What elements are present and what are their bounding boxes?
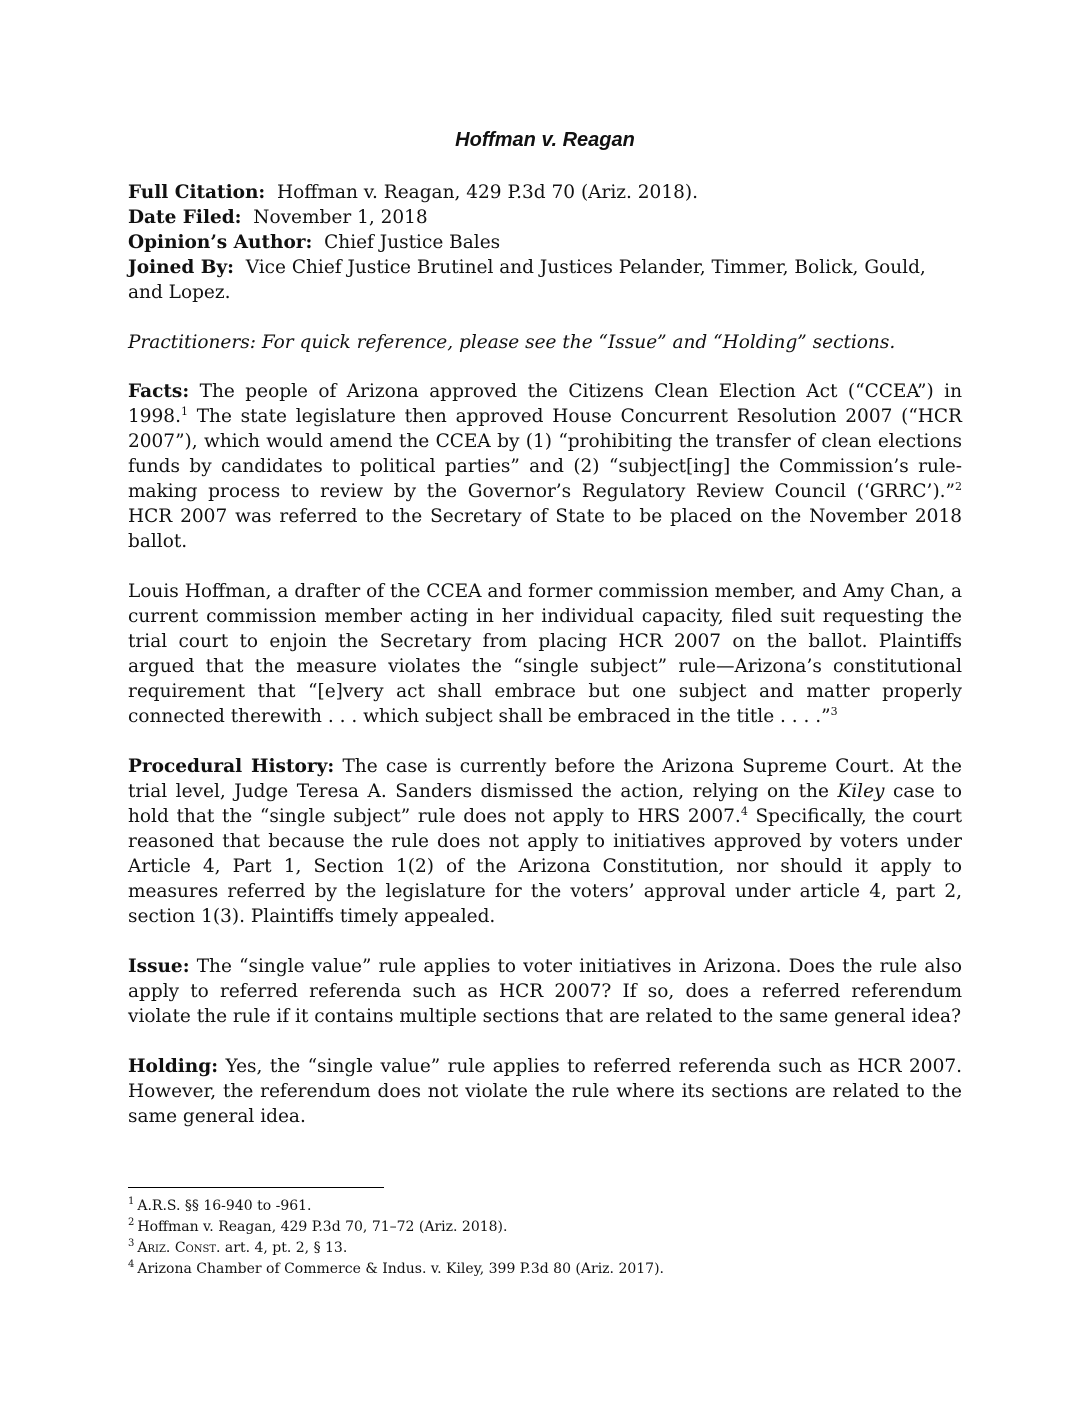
facts-text: HCR 2007 was referred to the Secretary of State to be placed on the November 2018 ballot. bbox=[128, 506, 962, 552]
date-value: November 1, 2018 bbox=[253, 207, 428, 228]
footnote-number: 3 bbox=[128, 1238, 135, 1250]
joined-label: Joined By: bbox=[128, 257, 234, 278]
issue-paragraph bbox=[128, 954, 962, 1029]
issue-label: Issue: bbox=[128, 956, 190, 977]
case-metadata bbox=[128, 180, 962, 305]
author-line bbox=[128, 230, 962, 255]
footnote-number: 4 bbox=[128, 1259, 135, 1271]
date-line bbox=[128, 205, 962, 230]
holding-text: Yes, the “single value” rule applies to referred referenda such as HCR 2007. However, the referendum does not violate the rule where its sections are related to the same general idea. bbox=[128, 1056, 962, 1127]
footnote-ref-2[interactable]: 2 bbox=[955, 479, 962, 493]
procedural-history-label: Procedural History: bbox=[128, 756, 335, 777]
holding-label: Holding: bbox=[128, 1056, 219, 1077]
holding-paragraph bbox=[128, 1054, 962, 1129]
footnote-ref-1[interactable]: 1 bbox=[180, 404, 188, 418]
facts-paragraph bbox=[128, 379, 962, 554]
footnote-text: Arizona Chamber of Commerce & Indus. v. Kiley, 399 P.3d 80 (Ariz. 2017). bbox=[137, 1261, 664, 1277]
footnote-3 bbox=[128, 1238, 962, 1259]
date-label: Date Filed: bbox=[128, 207, 242, 228]
citation-value: Hoffman v. Reagan, 429 P.3d 70 (Ariz. 2018). bbox=[277, 182, 698, 203]
procedural-text: The case is currently before the Arizona Supreme Court. At the trial level, Judge Teresa A. Sanders dismissed the action, relying on the bbox=[128, 756, 962, 802]
issue-text: The “single value” rule applies to voter initiatives in Arizona. Does the rule also apply to referred referenda such as HCR 2007? If so, does a referred referendum violate the rule if it contains multiple sections that are related to the same general idea? bbox=[128, 956, 962, 1027]
footnote-text: . art. 4, pt. 2, § 13. bbox=[216, 1240, 348, 1256]
procedural-text: case to hold that the “single subject” rule does not apply to HRS 2007. bbox=[128, 781, 962, 827]
facts-text: The state legislature then approved House Concurrent Resolution 2007 (“HCR 2007”), which would amend the CCEA by (1) “prohibiting the transfer of clean elections funds by candidates to political parties” and (2) “subject[ing] the Commission’s rule-making process to review by the Governor’s Regulatory Review Council (‘GRRC’).” bbox=[128, 406, 962, 502]
footnote-ref-3[interactable]: 3 bbox=[830, 704, 838, 718]
case-title: Hoffman v. Reagan bbox=[455, 129, 635, 151]
document-body bbox=[128, 126, 962, 1154]
citation-label: Full Citation: bbox=[128, 182, 266, 203]
case-name: Kiley bbox=[837, 781, 885, 802]
facts-text: The people of Arizona approved the Citizens Clean Election Act (“CCEA”) in 1998. bbox=[128, 381, 962, 427]
facts-paragraph-2 bbox=[128, 579, 962, 729]
footnote-separator bbox=[128, 1187, 384, 1188]
footnote-text: Hoffman v. Reagan, 429 P.3d 70, 71–72 (Ariz. 2018). bbox=[137, 1219, 508, 1235]
joined-line bbox=[128, 255, 962, 305]
procedural-history-paragraph bbox=[128, 754, 962, 929]
footnote-text-smallcaps: Ariz. Const bbox=[137, 1240, 216, 1256]
footnote-1 bbox=[128, 1196, 962, 1217]
author-label: Opinion’s Author: bbox=[128, 232, 313, 253]
footnote-4 bbox=[128, 1259, 962, 1280]
footnote-text: A.R.S. §§ 16-940 to -961. bbox=[137, 1198, 312, 1214]
citation-line bbox=[128, 180, 962, 205]
footnote-2 bbox=[128, 1217, 962, 1238]
practitioners-note: Practitioners: For quick reference, please see the “Issue” and “Holding” sections. bbox=[128, 332, 896, 353]
footnote-number: 2 bbox=[128, 1217, 135, 1229]
author-value: Chief Justice Bales bbox=[324, 232, 501, 253]
footnote-number: 1 bbox=[128, 1196, 135, 1208]
footnote-ref-4[interactable]: 4 bbox=[740, 804, 748, 818]
facts-label: Facts: bbox=[128, 381, 190, 402]
footnotes bbox=[128, 1196, 962, 1280]
procedural-text: Specifically, the court reasoned that because the rule does not apply to initiatives approved by voters under Article 4, Part 1, Section 1(2) of the Arizona Constitution, nor should it apply to measures referred by the legislature for the voters’ approval under article 4, part 2, section 1(3). Plaintiffs timely appealed. bbox=[128, 806, 962, 927]
joined-value: Vice Chief Justice Brutinel and Justices Pelander, Timmer, Bolick, Gould, and Lopez. bbox=[128, 257, 926, 303]
facts-text: Louis Hoffman, a drafter of the CCEA and former commission member, and Amy Chan, a current commission member acting in her individual capacity, filed suit requesting the trial court to enjoin the Secretary from placing HCR 2007 on the ballot. Plaintiffs argued that the measure violates the “single subject” rule—Arizona’s constitutional requirement that “[e]very act shall embrace but one subject and matter properly connected therewith . . . which subject shall be embraced in the title . . . .” bbox=[128, 581, 962, 727]
